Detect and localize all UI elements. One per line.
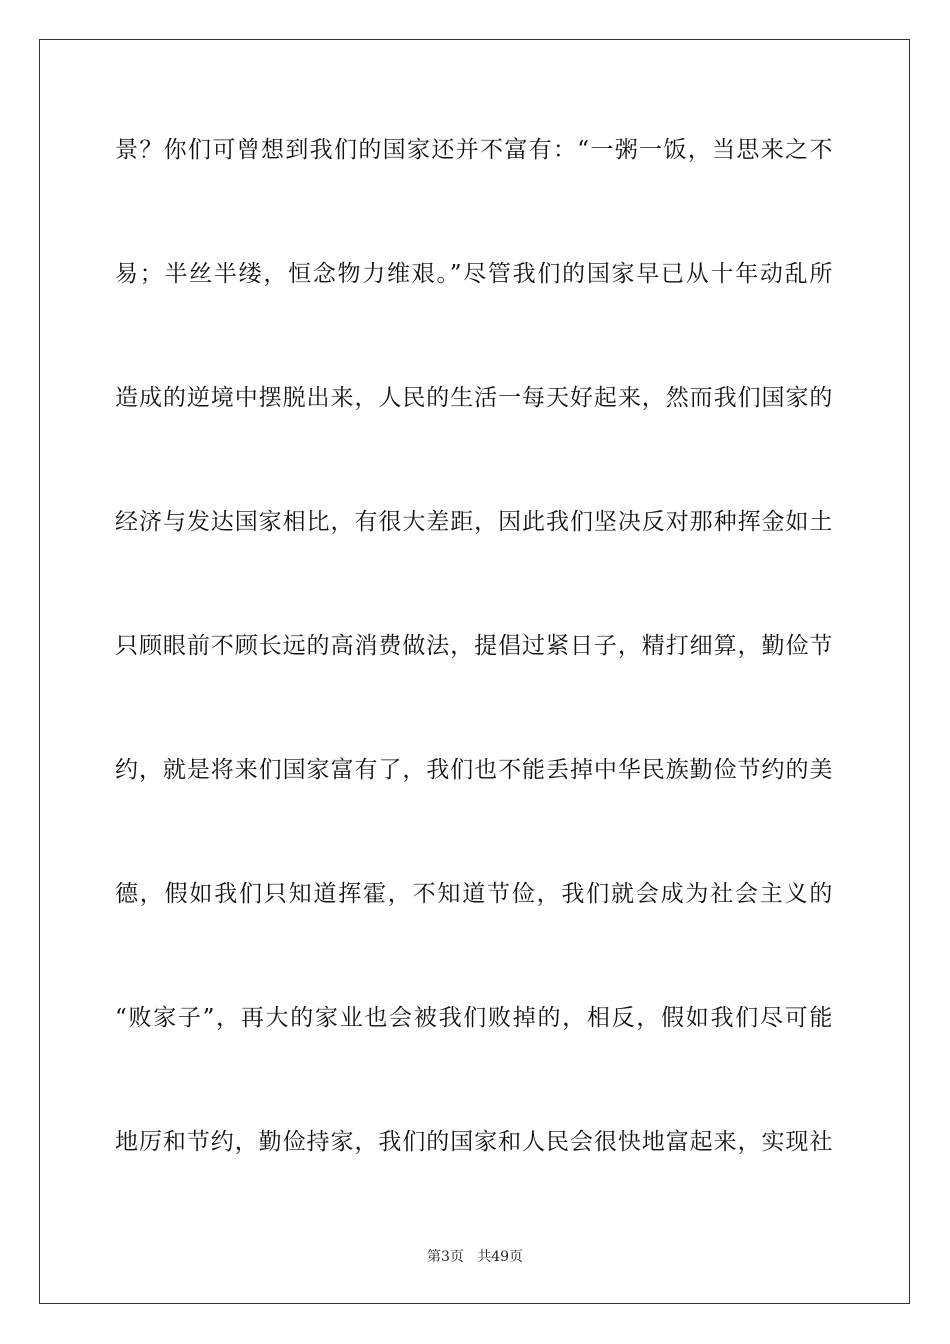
body-text [115,128,833,1244]
text-line: “败家子”，再大的家业也会被我们败掉的，相反，假如我们尽可能 [115,1005,833,1031]
text-line: 景？你们可曾想到我们的国家还并不富有：“一粥一饭，当思来之不 [115,137,833,163]
text-line: 只顾眼前不顾长远的高消费做法，提倡过紧日子，精打细算，勤俭节 [115,633,833,659]
text-line: 德，假如我们只知道挥霍，不知道节俭，我们就会成为社会主义的 [115,881,833,907]
page-number-footer: 第3页 共49页 [426,1249,524,1265]
text-line: 造成的逆境中摆脱出来，人民的生活一每天好起来，然而我们国家的 [115,385,833,411]
text-line: 地厉和节约，勤俭持家，我们的国家和人民会很快地富起来，实现社 [115,1129,833,1155]
text-line: 约，就是将来们国家富有了，我们也不能丢掉中华民族勤俭节约的美 [115,757,833,783]
text-line: 易；半丝半缕，恒念物力维艰。”尽管我们的国家早已从十年动乱所 [115,261,833,287]
text-line: 经济与发达国家相比，有很大差距，因此我们坚决反对那种挥金如土 [115,509,833,535]
